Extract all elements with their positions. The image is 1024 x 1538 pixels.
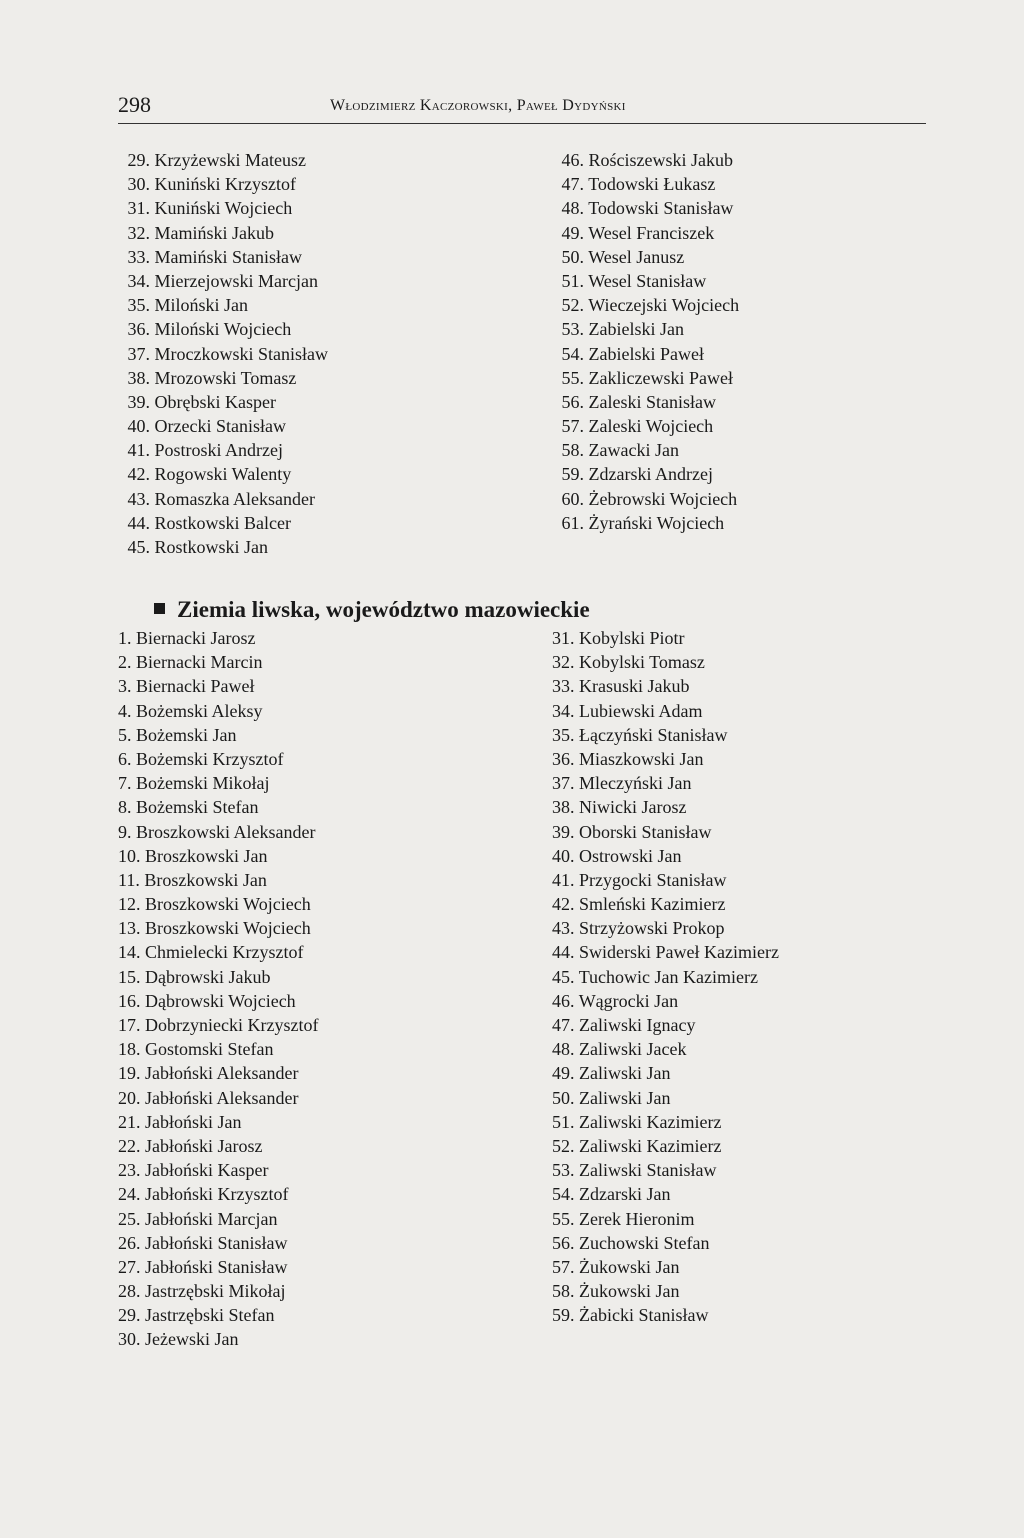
item-number: 41. [127,440,150,461]
list-item [118,940,318,964]
item-number: 51. [561,270,584,291]
item-number: 32. [552,652,575,673]
item-name: Jabłoński Aleksander [145,1063,299,1084]
item-name: Zawacki Jan [588,440,679,461]
item-name: Krasuski Jakub [579,676,690,697]
list-item [552,221,739,245]
item-number: 17. [118,1015,141,1035]
item-number: 43. [127,488,150,509]
item-name: Chmielecki Krzysztof [145,942,304,963]
item-name: Zdzarski Jan [579,1184,671,1205]
item-number: 39. [127,391,150,412]
item-name: Zaleski Stanisław [588,391,716,412]
item-name: Kuniński Krzysztof [154,174,296,195]
item-number: 16. [118,990,141,1011]
list-item [118,269,328,293]
item-number: 49. [561,222,584,243]
item-number: 21. [118,1111,141,1132]
list-item [118,747,318,771]
item-name: Jabłoński Jan [145,1111,242,1132]
item-number: 2. [118,652,132,673]
item-name: Zabielski Jan [588,319,684,340]
item-name: Postroski Andrzej [154,440,283,461]
item-number: 40. [552,845,575,866]
list-item [118,172,328,196]
item-number: 51. [552,1111,575,1132]
item-number: 53. [552,1160,575,1181]
list-item [552,650,779,674]
header-rule [118,123,926,124]
list-item [118,699,318,723]
list-item [118,723,318,747]
item-number: 48. [552,1039,575,1060]
item-name: Żyrański Wojciech [588,512,725,533]
list-item [118,650,318,674]
item-name: Miloński Wojciech [154,319,292,340]
list-item [118,317,328,341]
item-number: 7. [118,773,132,794]
item-name: Strzyżowski Prokop [579,918,725,939]
item-name: Zakliczewski Paweł [588,367,733,388]
item-name: Wągrocki Jan [578,990,679,1011]
item-number: 22. [118,1135,141,1156]
list-item [552,172,739,196]
list-item [118,390,328,414]
item-name: Zaliwski Ignacy [579,1015,696,1035]
item-name: Rogowski Walenty [154,464,292,485]
item-number: 50. [561,246,584,267]
list-item [118,366,328,390]
item-name: Gostomski Stefan [145,1039,274,1060]
section-heading [154,597,590,627]
item-number: 12. [118,894,141,915]
item-number: 31. [127,198,150,219]
item-name: Mamiński Stanisław [154,246,302,267]
list-section2-right [552,626,779,1327]
list-item [118,771,318,795]
item-name: Kobylski Tomasz [579,652,705,673]
item-name: Wieczejski Wojciech [588,295,740,316]
item-name: Zerek Hieronim [579,1208,695,1229]
item-name: Niwicki Jarosz [579,797,687,818]
list-item [552,989,779,1013]
list-item [552,390,739,414]
item-name: Kuniński Wojciech [154,198,293,219]
list-item [552,820,779,844]
item-number: 55. [552,1208,575,1229]
list-item [118,1182,318,1206]
list-item [552,1279,779,1303]
item-number: 34. [127,270,150,291]
item-name: Kobylski Piotr [579,628,685,648]
list-item [118,989,318,1013]
list-item [118,1158,318,1182]
item-number: 26. [118,1232,141,1253]
item-number: 36. [552,748,575,769]
list-item [552,462,739,486]
item-number: 53. [561,319,584,340]
item-number: 23. [118,1160,141,1181]
item-number: 10. [118,845,141,866]
item-name: Jeżewski Jan [145,1329,239,1350]
item-name: Bożemski Krzysztof [136,748,284,769]
list-item [552,1013,779,1037]
list-item [552,844,779,868]
list-item [118,1134,318,1158]
list-item [552,1158,779,1182]
list-item [552,1134,779,1158]
item-name: Zaliwski Jan [579,1087,671,1108]
item-number: 41. [552,869,575,890]
list-item [552,366,739,390]
item-number: 49. [552,1063,575,1084]
list-item [118,1207,318,1231]
list-item [552,269,739,293]
list-item [552,1182,779,1206]
list-item [118,674,318,698]
item-number: 38. [552,797,575,818]
item-name: Rostkowski Jan [154,537,269,557]
item-number: 52. [561,295,584,316]
item-name: Zaliwski Kazimierz [579,1111,722,1132]
item-name: Żukowski Jan [579,1256,680,1277]
item-name: Jabłoński Kasper [145,1160,269,1181]
list-item [552,965,779,989]
item-name: Bożemski Jan [136,724,237,745]
item-number: 36. [127,319,150,340]
list-item [118,1231,318,1255]
list-item [118,892,318,916]
list-item [552,626,779,650]
list-section1-right [552,148,739,535]
item-name: Mamiński Jakub [154,222,274,243]
list-item [552,1061,779,1085]
item-number: 61. [561,512,584,533]
item-number: 19. [118,1063,141,1084]
item-name: Mierzejowski Marcjan [154,270,318,291]
item-number: 11. [118,869,140,890]
item-name: Lubiewski Adam [579,700,703,721]
item-name: Zaliwski Kazimierz [579,1135,722,1156]
item-number: 34. [552,700,575,721]
list-item [552,1037,779,1061]
list-item [118,511,328,535]
list-item [118,148,328,172]
item-name: Wesel Franciszek [588,222,715,243]
list-item [552,1231,779,1255]
item-name: Łączyński Stanisław [579,724,728,745]
item-number: 38. [127,367,150,388]
item-number: 37. [552,773,575,794]
list-item [552,414,739,438]
list-item [552,511,739,535]
list-item [552,245,739,269]
item-name: Broszkowski Wojciech [145,894,311,915]
item-number: 30. [118,1329,141,1350]
item-name: Rostkowski Balcer [154,512,291,533]
list-item [118,1303,318,1327]
item-name: Broszkowski Aleksander [136,821,316,842]
list-item [118,1013,318,1037]
list-item [552,342,739,366]
item-number: 20. [118,1087,141,1108]
item-name: Bożemski Aleksy [136,700,263,721]
item-name: Zaliwski Jacek [579,1039,687,1060]
list-item [552,438,739,462]
item-number: 50. [552,1087,575,1108]
item-name: Broszkowski Jan [144,869,267,890]
item-number: 29. [118,1305,141,1326]
item-name: Bożemski Mikołaj [136,773,270,794]
square-bullet-icon [154,603,165,614]
list-item [118,245,328,269]
item-name: Dobrzyniecki Krzysztof [145,1015,319,1035]
item-name: Dąbrowski Wojciech [145,990,296,1011]
list-item [552,916,779,940]
item-name: Broszkowski Jan [145,845,268,866]
item-name: Todowski Łukasz [588,174,716,195]
item-number: 1. [118,628,132,648]
item-number: 3. [118,676,132,697]
list-item [118,414,328,438]
item-number: 33. [127,246,150,267]
list-item [118,795,318,819]
item-number: 59. [561,464,584,485]
item-number: 37. [127,343,150,364]
item-name: Zaleski Wojciech [588,416,714,437]
list-item [552,771,779,795]
item-number: 57. [552,1256,575,1277]
list-item [118,868,318,892]
running-title: Włodzimierz Kaczorowski, Paweł Dydyński [330,97,626,114]
list-item [118,820,318,844]
item-name: Tuchowic Jan Kazimierz [578,966,758,987]
list-item [552,674,779,698]
item-name: Jabłoński Stanisław [145,1256,288,1277]
list-item [118,1086,318,1110]
item-name: Mleczyński Jan [579,773,692,794]
item-name: Jastrzębski Mikołaj [145,1281,286,1302]
item-number: 58. [552,1281,575,1302]
item-number: 47. [561,174,584,195]
item-number: 48. [561,198,584,219]
item-number: 54. [552,1184,575,1205]
item-number: 42. [127,464,150,485]
item-number: 39. [552,821,575,842]
item-number: 33. [552,676,575,697]
item-name: Bożemski Stefan [136,797,259,818]
list-item [552,1303,779,1327]
list-section1-left [118,148,328,559]
list-section2-left [118,626,318,1352]
item-number: 15. [118,966,141,987]
item-name: Jabłoński Stanisław [145,1232,288,1253]
page-header [118,92,926,122]
item-number: 45. [127,537,150,557]
list-item [552,1086,779,1110]
list-item [118,535,328,559]
item-name: Przygocki Stanisław [579,869,727,890]
item-number: 52. [552,1135,575,1156]
list-item [118,1061,318,1085]
item-number: 44. [552,942,575,963]
list-item [552,148,739,172]
list-item [118,626,318,650]
item-name: Żabicki Stanisław [579,1305,709,1326]
list-item [118,342,328,366]
item-name: Rościszewski Jakub [588,150,733,170]
list-item [552,723,779,747]
item-name: Zaliwski Jan [579,1063,671,1084]
item-number: 28. [118,1281,141,1302]
item-name: Todowski Stanisław [588,198,734,219]
list-item [118,1327,318,1351]
item-name: Biernacki Marcin [136,652,263,673]
item-name: Mroczkowski Stanisław [154,343,328,364]
item-name: Obrębski Kasper [154,391,276,412]
list-item [552,892,779,916]
list-item [552,940,779,964]
item-number: 46. [561,150,584,170]
list-item [552,1207,779,1231]
item-name: Jabłoński Marcjan [145,1208,278,1229]
item-number: 8. [118,797,132,818]
item-name: Jabłoński Jarosz [145,1135,263,1156]
item-number: 24. [118,1184,141,1205]
item-name: Romaszka Aleksander [154,488,315,509]
item-number: 54. [561,343,584,364]
item-name: Żebrowski Wojciech [588,488,738,509]
item-name: Wesel Janusz [588,246,685,267]
item-number: 46. [552,990,575,1011]
item-number: 45. [552,966,575,987]
item-number: 27. [118,1256,141,1277]
list-item [552,747,779,771]
item-number: 59. [552,1305,575,1326]
item-name: Smleński Kazimierz [579,894,726,915]
list-item [552,868,779,892]
item-number: 32. [127,222,150,243]
item-number: 60. [561,488,584,509]
list-item [118,1110,318,1134]
item-name: Żukowski Jan [579,1281,680,1302]
list-item [118,293,328,317]
list-item [118,1037,318,1061]
list-item [118,1255,318,1279]
item-number: 56. [552,1232,575,1253]
list-item [118,462,328,486]
list-item [118,916,318,940]
item-number: 40. [127,416,150,437]
item-number: 4. [118,700,132,721]
item-number: 13. [118,918,141,939]
page-number: 298 [118,92,151,117]
item-name: Miloński Jan [154,295,249,316]
item-number: 30. [127,174,150,195]
list-item [118,965,318,989]
list-item [552,487,739,511]
item-number: 31. [552,628,575,648]
item-number: 55. [561,367,584,388]
item-name: Swiderski Paweł Kazimierz [579,942,779,963]
item-number: 5. [118,724,132,745]
item-name: Jabłoński Aleksander [145,1087,299,1108]
item-number: 44. [127,512,150,533]
item-name: Broszkowski Wojciech [145,918,311,939]
item-name: Zdzarski Andrzej [588,464,713,485]
item-name: Mrozowski Tomasz [154,367,297,388]
item-name: Orzecki Stanisław [154,416,286,437]
item-name: Jabłoński Krzysztof [145,1184,289,1205]
item-number: 43. [552,918,575,939]
item-name: Zabielski Paweł [588,343,704,364]
list-item [118,844,318,868]
item-number: 42. [552,894,575,915]
item-name: Krzyżewski Mateusz [154,150,306,170]
item-number: 47. [552,1015,575,1035]
list-item [552,1255,779,1279]
list-item [552,795,779,819]
list-item [118,196,328,220]
list-item [552,699,779,723]
item-name: Zaliwski Stanisław [579,1160,717,1181]
item-name: Ostrowski Jan [579,845,682,866]
list-item [118,1279,318,1303]
list-item [552,196,739,220]
item-number: 25. [118,1208,141,1229]
item-name: Biernacki Jarosz [136,628,256,648]
section-heading-text: Ziemia liwska, województwo mazowieckie [177,597,590,622]
item-number: 9. [118,821,132,842]
item-number: 18. [118,1039,141,1060]
list-item [118,438,328,462]
item-number: 14. [118,942,141,963]
item-name: Biernacki Paweł [136,676,255,697]
item-name: Oborski Stanisław [579,821,712,842]
list-item [552,317,739,341]
list-item [118,221,328,245]
item-name: Miaszkowski Jan [579,748,704,769]
item-number: 56. [561,391,584,412]
item-name: Jastrzębski Stefan [145,1305,275,1326]
item-number: 35. [552,724,575,745]
item-name: Zuchowski Stefan [579,1232,710,1253]
list-item [552,293,739,317]
item-name: Wesel Stanisław [588,270,707,291]
list-item [118,487,328,511]
item-number: 58. [561,440,584,461]
item-number: 35. [127,295,150,316]
item-number: 6. [118,748,132,769]
item-number: 29. [127,150,150,170]
item-name: Dąbrowski Jakub [145,966,271,987]
list-item [552,1110,779,1134]
item-number: 57. [561,416,584,437]
